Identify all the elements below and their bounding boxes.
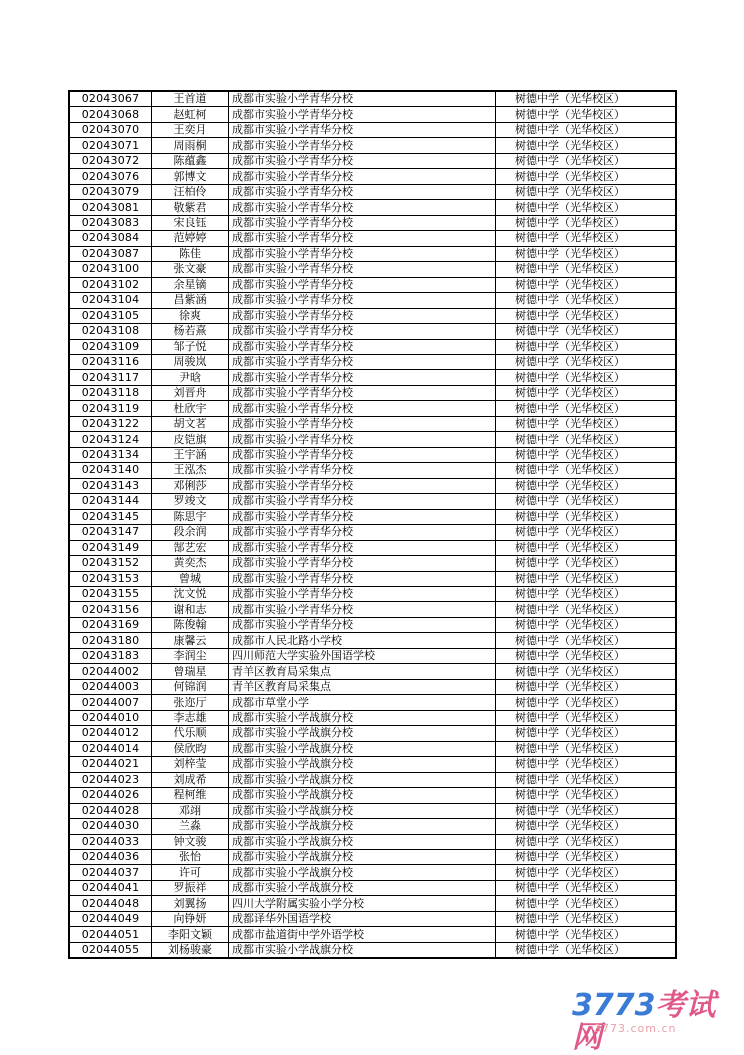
table-row: [69, 819, 676, 834]
table-row: [69, 741, 676, 756]
admitted-school-cell: 树德中学（光华校区）: [496, 200, 677, 215]
admitted-school-cell: 树德中学（光华校区）: [496, 741, 677, 756]
student-name-cell: 黄奕杰: [152, 556, 229, 571]
candidate-id-cell: 02044014: [69, 741, 152, 756]
origin-school-cell: 青羊区教育局采集点: [229, 664, 496, 679]
student-name-cell: 钟文骏: [152, 834, 229, 849]
candidate-id-cell: 02044012: [69, 726, 152, 741]
origin-school-cell: 成都市实验小学青华分校: [229, 153, 496, 168]
table-row: [69, 231, 676, 246]
origin-school-cell: 成都市实验小学青华分校: [229, 231, 496, 246]
student-name-cell: 敬紫君: [152, 200, 229, 215]
candidate-id-cell: 02044055: [69, 942, 152, 958]
origin-school-cell: 成都市实验小学青华分校: [229, 215, 496, 230]
candidate-id-cell: 02044030: [69, 819, 152, 834]
table-row: [69, 184, 676, 199]
table-row: [69, 556, 676, 571]
origin-school-cell: 青羊区教育局采集点: [229, 679, 496, 694]
student-name-cell: 李润尘: [152, 648, 229, 663]
admitted-school-cell: 树德中学（光华校区）: [496, 463, 677, 478]
table-row: [69, 834, 676, 849]
origin-school-cell: 成都市实验小学青华分校: [229, 556, 496, 571]
admitted-school-cell: 树德中学（光华校区）: [496, 772, 677, 787]
student-name-cell: 郜艺宏: [152, 540, 229, 555]
admitted-school-cell: 树德中学（光华校区）: [496, 277, 677, 292]
origin-school-cell: 成都市实验小学战旗分校: [229, 726, 496, 741]
candidate-id-cell: 02043068: [69, 107, 152, 122]
origin-school-cell: 成都市实验小学青华分校: [229, 401, 496, 416]
student-name-cell: 侯欣昀: [152, 741, 229, 756]
admitted-school-cell: 树德中学（光华校区）: [496, 803, 677, 818]
table-row: [69, 169, 676, 184]
table-row: [69, 849, 676, 864]
student-name-cell: 赵虹柯: [152, 107, 229, 122]
table-row: [69, 215, 676, 230]
candidate-id-cell: 02044023: [69, 772, 152, 787]
candidate-id-cell: 02043122: [69, 416, 152, 431]
origin-school-cell: 成都市实验小学青华分校: [229, 540, 496, 555]
admitted-school-cell: 树德中学（光华校区）: [496, 679, 677, 694]
student-name-cell: 谢和志: [152, 602, 229, 617]
candidate-id-cell: 02043118: [69, 385, 152, 400]
table-row: [69, 91, 676, 107]
candidate-id-cell: 02043104: [69, 293, 152, 308]
table-row: [69, 633, 676, 648]
student-name-cell: 刘梓莹: [152, 757, 229, 772]
table-row: [69, 710, 676, 725]
admitted-school-cell: 树德中学（光华校区）: [496, 927, 677, 942]
student-name-cell: 王奕月: [152, 122, 229, 137]
candidate-id-cell: 02044007: [69, 695, 152, 710]
origin-school-cell: 成都市实验小学青华分校: [229, 200, 496, 215]
candidate-id-cell: 02044036: [69, 849, 152, 864]
student-name-cell: 陈思宇: [152, 509, 229, 524]
student-name-cell: 刘翼扬: [152, 896, 229, 911]
table-row: [69, 138, 676, 153]
admitted-school-cell: 树德中学（光华校区）: [496, 308, 677, 323]
candidate-id-cell: 02043071: [69, 138, 152, 153]
origin-school-cell: 成都市实验小学战旗分校: [229, 710, 496, 725]
table-row: [69, 757, 676, 772]
table-row: [69, 308, 676, 323]
candidate-id-cell: 02043081: [69, 200, 152, 215]
table-row: [69, 803, 676, 818]
table-row: [69, 927, 676, 942]
table-row: [69, 478, 676, 493]
student-name-cell: 陈佳: [152, 246, 229, 261]
student-name-cell: 陈俊翰: [152, 617, 229, 632]
origin-school-cell: 成都市实验小学青华分校: [229, 617, 496, 632]
admitted-school-cell: 树德中学（光华校区）: [496, 246, 677, 261]
table-row: [69, 664, 676, 679]
admitted-school-cell: 树德中学（光华校区）: [496, 385, 677, 400]
admitted-school-cell: 树德中学（光华校区）: [496, 138, 677, 153]
admitted-school-cell: 树德中学（光华校区）: [496, 896, 677, 911]
origin-school-cell: 成都市草堂小学: [229, 695, 496, 710]
origin-school-cell: 成都市实验小学青华分校: [229, 587, 496, 602]
student-name-cell: 余星镝: [152, 277, 229, 292]
admitted-school-cell: 树德中学（光华校区）: [496, 215, 677, 230]
candidate-id-cell: 02043147: [69, 525, 152, 540]
table-row: [69, 679, 676, 694]
student-name-cell: 邓俐莎: [152, 478, 229, 493]
student-name-cell: 段余润: [152, 525, 229, 540]
origin-school-cell: 成都市实验小学青华分校: [229, 324, 496, 339]
candidate-id-cell: 02043109: [69, 339, 152, 354]
origin-school-cell: 四川师范大学实验外国语学校: [229, 648, 496, 663]
student-name-cell: 沈文悦: [152, 587, 229, 602]
origin-school-cell: 成都市实验小学青华分校: [229, 432, 496, 447]
candidate-id-cell: 02043105: [69, 308, 152, 323]
student-name-cell: 杜欣宇: [152, 401, 229, 416]
admitted-school-cell: 树德中学（光华校区）: [496, 91, 677, 107]
student-name-cell: 何锦润: [152, 679, 229, 694]
roster-body: [69, 91, 676, 958]
student-name-cell: 刘杨骏豪: [152, 942, 229, 958]
admission-roster-table: [68, 90, 677, 959]
student-name-cell: 尹晗: [152, 370, 229, 385]
table-row: [69, 122, 676, 137]
origin-school-cell: 成都市实验小学青华分校: [229, 416, 496, 431]
student-name-cell: 邹子悦: [152, 339, 229, 354]
table-row: [69, 880, 676, 895]
table-row: [69, 153, 676, 168]
candidate-id-cell: 02043084: [69, 231, 152, 246]
origin-school-cell: 成都市实验小学青华分校: [229, 246, 496, 261]
admitted-school-cell: 树德中学（光华校区）: [496, 788, 677, 803]
table-row: [69, 602, 676, 617]
admitted-school-cell: 树德中学（光华校区）: [496, 757, 677, 772]
table-row: [69, 401, 676, 416]
origin-school-cell: 成都市实验小学青华分校: [229, 91, 496, 107]
table-row: [69, 525, 676, 540]
candidate-id-cell: 02043155: [69, 587, 152, 602]
candidate-id-cell: 02044021: [69, 757, 152, 772]
admitted-school-cell: 树德中学（光华校区）: [496, 819, 677, 834]
origin-school-cell: 成都市实验小学青华分校: [229, 354, 496, 369]
candidate-id-cell: 02043144: [69, 494, 152, 509]
table-row: [69, 617, 676, 632]
admitted-school-cell: 树德中学（光华校区）: [496, 370, 677, 385]
student-name-cell: 许可: [152, 865, 229, 880]
table-row: [69, 324, 676, 339]
origin-school-cell: 成都市实验小学青华分校: [229, 169, 496, 184]
student-name-cell: 程柯维: [152, 788, 229, 803]
table-row: [69, 494, 676, 509]
candidate-id-cell: 02043100: [69, 262, 152, 277]
table-row: [69, 293, 676, 308]
admitted-school-cell: 树德中学（光华校区）: [496, 540, 677, 555]
student-name-cell: 向铮妍: [152, 911, 229, 926]
table-row: [69, 648, 676, 663]
admitted-school-cell: 树德中学（光华校区）: [496, 525, 677, 540]
student-name-cell: 陈蕴鑫: [152, 153, 229, 168]
origin-school-cell: 成都市实验小学青华分校: [229, 122, 496, 137]
origin-school-cell: 成都市实验小学青华分校: [229, 494, 496, 509]
origin-school-cell: 成都市实验小学青华分校: [229, 262, 496, 277]
table-row: [69, 540, 676, 555]
origin-school-cell: 成都市实验小学战旗分校: [229, 865, 496, 880]
watermark-brand-text: 考试网: [572, 988, 716, 1055]
student-name-cell: 邓翊: [152, 803, 229, 818]
candidate-id-cell: 02043153: [69, 571, 152, 586]
admitted-school-cell: 树德中学（光华校区）: [496, 478, 677, 493]
student-name-cell: 曾城: [152, 571, 229, 586]
admitted-school-cell: 树德中学（光华校区）: [496, 617, 677, 632]
admitted-school-cell: 树德中学（光华校区）: [496, 107, 677, 122]
admitted-school-cell: 树德中学（光华校区）: [496, 262, 677, 277]
candidate-id-cell: 02043079: [69, 184, 152, 199]
origin-school-cell: 成都市实验小学战旗分校: [229, 741, 496, 756]
student-name-cell: 周骏岚: [152, 354, 229, 369]
watermark-url: 3773.com.cn: [594, 1022, 677, 1035]
admitted-school-cell: 树德中学（光华校区）: [496, 324, 677, 339]
origin-school-cell: 成都市实验小学青华分校: [229, 463, 496, 478]
table-row: [69, 788, 676, 803]
student-name-cell: 周雨桐: [152, 138, 229, 153]
candidate-id-cell: 02043067: [69, 91, 152, 107]
candidate-id-cell: 02043076: [69, 169, 152, 184]
origin-school-cell: 成都市实验小学青华分校: [229, 525, 496, 540]
student-name-cell: 曾瑞星: [152, 664, 229, 679]
student-name-cell: 张文豪: [152, 262, 229, 277]
candidate-id-cell: 02043087: [69, 246, 152, 261]
table-row: [69, 772, 676, 787]
admitted-school-cell: 树德中学（光华校区）: [496, 169, 677, 184]
admitted-school-cell: 树德中学（光华校区）: [496, 648, 677, 663]
candidate-id-cell: 02043102: [69, 277, 152, 292]
admitted-school-cell: 树德中学（光华校区）: [496, 880, 677, 895]
origin-school-cell: 成都市实验小学青华分校: [229, 509, 496, 524]
table-row: [69, 339, 676, 354]
candidate-id-cell: 02043183: [69, 648, 152, 663]
table-row: [69, 277, 676, 292]
table-row: [69, 726, 676, 741]
admitted-school-cell: 树德中学（光华校区）: [496, 726, 677, 741]
student-name-cell: 刘晋舟: [152, 385, 229, 400]
candidate-id-cell: 02043152: [69, 556, 152, 571]
admitted-school-cell: 树德中学（光华校区）: [496, 494, 677, 509]
table-row: [69, 571, 676, 586]
origin-school-cell: 成都市实验小学战旗分校: [229, 849, 496, 864]
watermark-brand-number: 3773: [572, 988, 656, 1023]
candidate-id-cell: 02044026: [69, 788, 152, 803]
student-name-cell: 罗竣文: [152, 494, 229, 509]
origin-school-cell: 成都市实验小学青华分校: [229, 370, 496, 385]
admitted-school-cell: 树德中学（光华校区）: [496, 571, 677, 586]
origin-school-cell: 成都市实验小学战旗分校: [229, 803, 496, 818]
table-row: [69, 246, 676, 261]
table-row: [69, 587, 676, 602]
student-name-cell: 徐爽: [152, 308, 229, 323]
student-name-cell: 李志雄: [152, 710, 229, 725]
candidate-id-cell: 02043108: [69, 324, 152, 339]
student-name-cell: 王泓杰: [152, 463, 229, 478]
admitted-school-cell: 树德中学（光华校区）: [496, 587, 677, 602]
origin-school-cell: 成都市实验小学青华分校: [229, 571, 496, 586]
admitted-school-cell: 树德中学（光华校区）: [496, 849, 677, 864]
candidate-id-cell: 02044048: [69, 896, 152, 911]
table-row: [69, 370, 676, 385]
candidate-id-cell: 02043145: [69, 509, 152, 524]
admitted-school-cell: 树德中学（光华校区）: [496, 184, 677, 199]
candidate-id-cell: 02044002: [69, 664, 152, 679]
student-name-cell: 张迩厅: [152, 695, 229, 710]
student-name-cell: 张怡: [152, 849, 229, 864]
admitted-school-cell: 树德中学（光华校区）: [496, 509, 677, 524]
site-watermark: [572, 988, 722, 1055]
table-row: [69, 200, 676, 215]
student-name-cell: 罗振祥: [152, 880, 229, 895]
origin-school-cell: 成都市实验小学战旗分校: [229, 757, 496, 772]
origin-school-cell: 成都译华外国语学校: [229, 911, 496, 926]
candidate-id-cell: 02044028: [69, 803, 152, 818]
candidate-id-cell: 02043134: [69, 447, 152, 462]
admitted-school-cell: 树德中学（光华校区）: [496, 602, 677, 617]
origin-school-cell: 成都市实验小学战旗分校: [229, 788, 496, 803]
origin-school-cell: 成都市实验小学青华分校: [229, 293, 496, 308]
origin-school-cell: 成都市人民北路小学校: [229, 633, 496, 648]
student-name-cell: 兰淼: [152, 819, 229, 834]
candidate-id-cell: 02043119: [69, 401, 152, 416]
student-name-cell: 杨若熹: [152, 324, 229, 339]
table-row: [69, 896, 676, 911]
candidate-id-cell: 02043140: [69, 463, 152, 478]
student-name-cell: 汪柏伶: [152, 184, 229, 199]
admitted-school-cell: 树德中学（光华校区）: [496, 354, 677, 369]
student-name-cell: 王首道: [152, 91, 229, 107]
admitted-school-cell: 树德中学（光华校区）: [496, 401, 677, 416]
admitted-school-cell: 树德中学（光华校区）: [496, 834, 677, 849]
table-row: [69, 385, 676, 400]
origin-school-cell: 四川大学附属实验小学分校: [229, 896, 496, 911]
origin-school-cell: 成都市实验小学战旗分校: [229, 772, 496, 787]
admitted-school-cell: 树德中学（光华校区）: [496, 447, 677, 462]
candidate-id-cell: 02044051: [69, 927, 152, 942]
student-name-cell: 康馨云: [152, 633, 229, 648]
origin-school-cell: 成都市实验小学战旗分校: [229, 942, 496, 958]
admitted-school-cell: 树德中学（光华校区）: [496, 911, 677, 926]
origin-school-cell: 成都市实验小学青华分校: [229, 277, 496, 292]
student-name-cell: 范婷婷: [152, 231, 229, 246]
candidate-id-cell: 02044041: [69, 880, 152, 895]
student-name-cell: 郭博文: [152, 169, 229, 184]
origin-school-cell: 成都市实验小学青华分校: [229, 107, 496, 122]
table-row: [69, 416, 676, 431]
table-row: [69, 107, 676, 122]
admitted-school-cell: 树德中学（光华校区）: [496, 339, 677, 354]
origin-school-cell: 成都市实验小学青华分校: [229, 184, 496, 199]
admitted-school-cell: 树德中学（光华校区）: [496, 865, 677, 880]
table-row: [69, 262, 676, 277]
admitted-school-cell: 树德中学（光华校区）: [496, 942, 677, 958]
admitted-school-cell: 树德中学（光华校区）: [496, 416, 677, 431]
origin-school-cell: 成都市实验小学青华分校: [229, 339, 496, 354]
candidate-id-cell: 02043070: [69, 122, 152, 137]
student-name-cell: 宋良钰: [152, 215, 229, 230]
origin-school-cell: 成都市盐道街中学外语学校: [229, 927, 496, 942]
origin-school-cell: 成都市实验小学青华分校: [229, 385, 496, 400]
student-name-cell: 刘成希: [152, 772, 229, 787]
origin-school-cell: 成都市实验小学青华分校: [229, 478, 496, 493]
student-name-cell: 皮铠旗: [152, 432, 229, 447]
origin-school-cell: 成都市实验小学青华分校: [229, 138, 496, 153]
origin-school-cell: 成都市实验小学战旗分校: [229, 834, 496, 849]
candidate-id-cell: 02043180: [69, 633, 152, 648]
origin-school-cell: 成都市实验小学青华分校: [229, 447, 496, 462]
admitted-school-cell: 树德中学（光华校区）: [496, 153, 677, 168]
candidate-id-cell: 02043143: [69, 478, 152, 493]
table-row: [69, 695, 676, 710]
table-row: [69, 432, 676, 447]
origin-school-cell: 成都市实验小学青华分校: [229, 602, 496, 617]
admitted-school-cell: 树德中学（光华校区）: [496, 633, 677, 648]
admitted-school-cell: 树德中学（光华校区）: [496, 664, 677, 679]
table-row: [69, 463, 676, 478]
candidate-id-cell: 02043149: [69, 540, 152, 555]
origin-school-cell: 成都市实验小学战旗分校: [229, 880, 496, 895]
candidate-id-cell: 02044033: [69, 834, 152, 849]
candidate-id-cell: 02044010: [69, 710, 152, 725]
candidate-id-cell: 02043156: [69, 602, 152, 617]
admitted-school-cell: 树德中学（光华校区）: [496, 122, 677, 137]
candidate-id-cell: 02043116: [69, 354, 152, 369]
student-name-cell: 胡文茗: [152, 416, 229, 431]
candidate-id-cell: 02043072: [69, 153, 152, 168]
table-row: [69, 865, 676, 880]
origin-school-cell: 成都市实验小学战旗分校: [229, 819, 496, 834]
admitted-school-cell: 树德中学（光华校区）: [496, 293, 677, 308]
table-row: [69, 911, 676, 926]
table-row: [69, 509, 676, 524]
table-row: [69, 354, 676, 369]
origin-school-cell: 成都市实验小学青华分校: [229, 308, 496, 323]
candidate-id-cell: 02043124: [69, 432, 152, 447]
admitted-school-cell: 树德中学（光华校区）: [496, 710, 677, 725]
admitted-school-cell: 树德中学（光华校区）: [496, 556, 677, 571]
table-row: [69, 447, 676, 462]
candidate-id-cell: 02044049: [69, 911, 152, 926]
admitted-school-cell: 树德中学（光华校区）: [496, 432, 677, 447]
candidate-id-cell: 02044037: [69, 865, 152, 880]
admitted-school-cell: 树德中学（光华校区）: [496, 231, 677, 246]
student-name-cell: 王宇涵: [152, 447, 229, 462]
student-name-cell: 代乐顺: [152, 726, 229, 741]
candidate-id-cell: 02043117: [69, 370, 152, 385]
student-name-cell: 李阳文颖: [152, 927, 229, 942]
candidate-id-cell: 02043083: [69, 215, 152, 230]
student-name-cell: 昌紫涵: [152, 293, 229, 308]
table-row: [69, 942, 676, 958]
candidate-id-cell: 02043169: [69, 617, 152, 632]
admitted-school-cell: 树德中学（光华校区）: [496, 695, 677, 710]
candidate-id-cell: 02044003: [69, 679, 152, 694]
